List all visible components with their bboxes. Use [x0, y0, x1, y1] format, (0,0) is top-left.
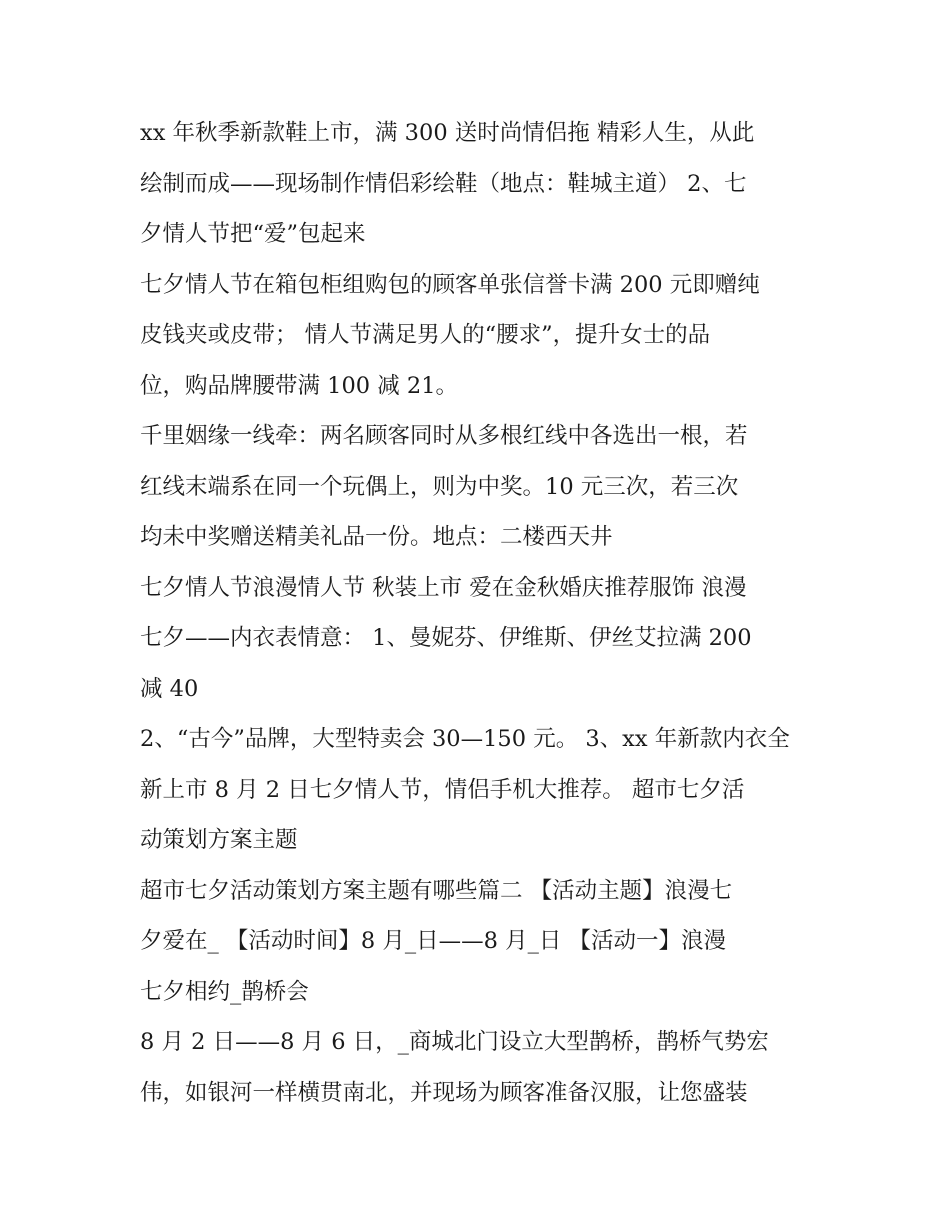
text-line: 千里姻缘一线牵：两名顾客同时从多根红线中各选出一根，若	[140, 423, 748, 449]
document-body	[140, 108, 820, 1118]
text-line: 七夕情人节在箱包柜组购包的顾客单张信誉卡满 200 元即赠纯	[140, 271, 760, 298]
text-line: 新上市 8 月 2 日七夕情人节，情侣手机大推荐。 超市七夕活	[140, 776, 745, 803]
text-line: 位，购品牌腰带满 100 减 21。	[140, 372, 459, 399]
text-line: 超市七夕活动策划方案主题有哪些篇二 【活动主题】浪漫七	[140, 877, 733, 904]
text-line: 伟，如银河一样横贯南北，并现场为顾客准备汉服，让您盛装	[140, 1079, 748, 1106]
text-line: 2、“古今”品牌，大型特卖会 30—150 元。 3、xx 年新款内衣全	[140, 726, 790, 752]
text-line: 夕爱在_ 【活动时间】8 月_日——8 月_日 【活动一】浪漫	[140, 928, 726, 954]
text-line: 七夕情人节浪漫情人节 秋装上市 爱在金秋婚庆推荐服饰 浪漫	[140, 574, 747, 601]
text-line: 红线末端系在同一个玩偶上，则为中奖。10 元三次，若三次	[140, 473, 739, 500]
text-line: 8 月 2 日——8 月 6 日，_商城北门设立大型鹊桥，鹊桥气势宏	[140, 1029, 769, 1055]
text-line: 皮钱夹或皮带； 情人节满足男人的“腰求”，提升女士的品	[140, 322, 711, 348]
text-line: 均未中奖赠送精美礼品一份。地点：二楼西天井	[140, 524, 613, 550]
text-line: 减 40	[140, 675, 199, 702]
text-line: 绘制而成——现场制作情侣彩绘鞋（地点：鞋城主道） 2、七	[140, 170, 747, 197]
text-line: 夕情人节把“爱”包起来	[140, 221, 366, 247]
text-line: 七夕——内衣表情意： 1、曼妮芬、伊维斯、伊丝艾拉满 200	[140, 625, 752, 651]
text-line: xx 年秋季新款鞋上市，满 300 送时尚情侣拖 精彩人生，从此	[140, 120, 755, 146]
text-line: 动策划方案主题	[140, 827, 298, 853]
text-line: 七夕相约_鹊桥会	[140, 978, 309, 1005]
